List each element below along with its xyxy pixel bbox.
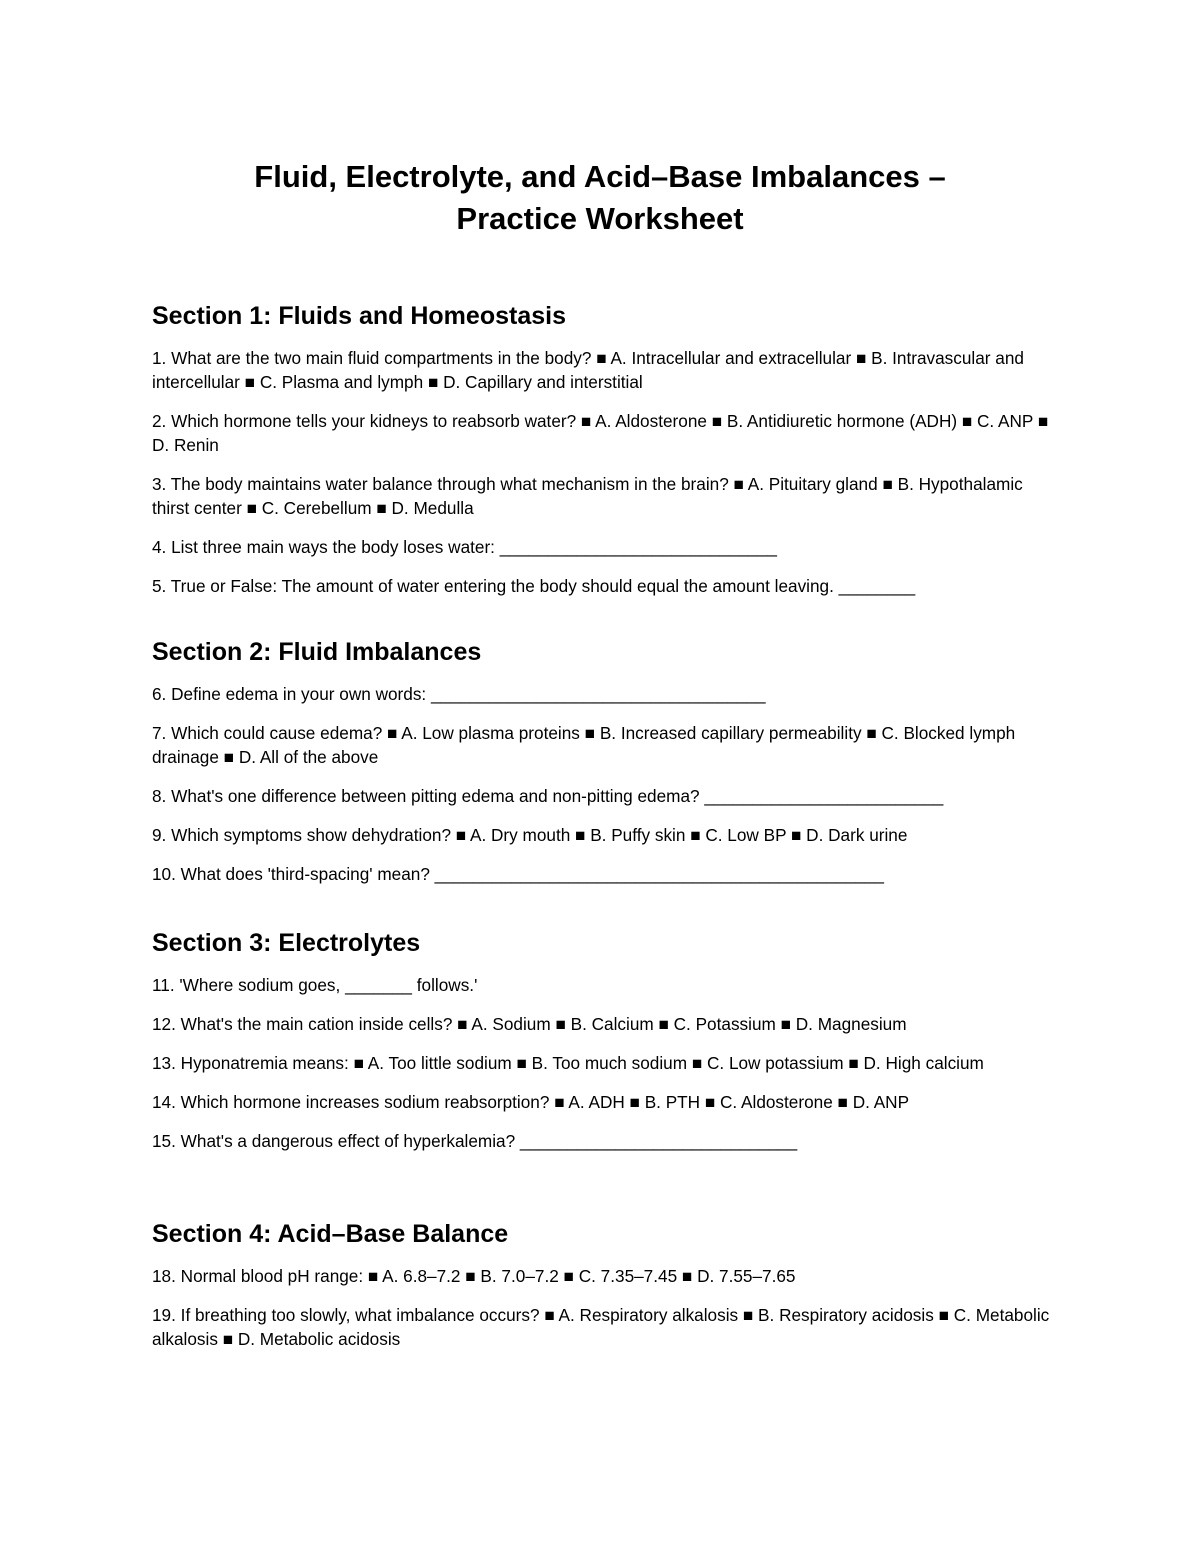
section-acid-base-balance <box>152 1218 1057 1366</box>
question-3: 3. The body maintains water balance through what mechanism in the brain? ■ A. Pituitary gland ■ B. Hypothalamic thirst center ■ C. Cerebellum ■ D. Medulla <box>152 474 1023 518</box>
title-line-2: Practice Worksheet <box>456 201 744 236</box>
question-5: 5. True or False: The amount of water entering the body should equal the amount leaving. ________ <box>152 576 916 596</box>
question-6: 6. Define edema in your own words: ___________________________________ <box>152 684 766 704</box>
question-7: 7. Which could cause edema? ■ A. Low plasma proteins ■ B. Increased capillary permeability ■ C. Blocked lymph drainage ■ D. All of the above <box>152 723 1016 767</box>
title-line-1: Fluid, Electrolyte, and Acid–Base Imbalances – <box>254 159 946 194</box>
section-fluid-imbalances <box>152 636 1057 901</box>
question-15: 15. What's a dangerous effect of hyperkalemia? _____________________________ <box>152 1131 798 1151</box>
question-18: 18. Normal blood pH range: ■ A. 6.8–7.2 ■ B. 7.0–7.2 ■ C. 7.35–7.45 ■ D. 7.55–7.65 <box>152 1266 796 1286</box>
question-19: 19. If breathing too slowly, what imbalance occurs? ■ A. Respiratory alkalosis ■ B. Respiratory acidosis ■ C. Metabolic alkalosis ■ D. Metabolic acidosis <box>152 1305 1050 1349</box>
question-1: 1. What are the two main fluid compartments in the body? ■ A. Intracellular and extracellular ■ B. Intravascular and intercellular ■ C. Plasma and lymph ■ D. Capillary and interstitial <box>152 348 1024 392</box>
section-heading: Section 4: Acid–Base Balance <box>152 1220 509 1248</box>
section-heading: Section 2: Fluid Imbalances <box>152 638 482 666</box>
question-11: 11. 'Where sodium goes, _______ follows.' <box>152 975 478 995</box>
question-12: 12. What's the main cation inside cells? ■ A. Sodium ■ B. Calcium ■ C. Potassium ■ D. Magnesium <box>152 1014 907 1034</box>
question-4: 4. List three main ways the body loses water: _____________________________ <box>152 537 777 557</box>
section-fluids-homeostasis <box>152 300 1057 613</box>
section-heading: Section 3: Electrolytes <box>152 929 421 957</box>
question-10: 10. What does 'third-spacing' mean? _______________________________________________ <box>152 864 884 884</box>
question-2: 2. Which hormone tells your kidneys to reabsorb water? ■ A. Aldosterone ■ B. Antidiuretic hormone (ADH) ■ C. ANP ■ D. Renin <box>152 411 1049 455</box>
section-electrolytes <box>152 927 1057 1168</box>
question-13: 13. Hyponatremia means: ■ A. Too little sodium ■ B. Too much sodium ■ C. Low potassium ■ D. High calcium <box>152 1053 984 1073</box>
question-8: 8. What's one difference between pitting edema and non-pitting edema? _________________________ <box>152 786 944 806</box>
question-14: 14. Which hormone increases sodium reabsorption? ■ A. ADH ■ B. PTH ■ C. Aldosterone ■ D. ANP <box>152 1092 910 1112</box>
question-9: 9. Which symptoms show dehydration? ■ A. Dry mouth ■ B. Puffy skin ■ C. Low BP ■ D. Dark urine <box>152 825 908 845</box>
worksheet-title <box>152 156 1048 240</box>
section-heading: Section 1: Fluids and Homeostasis <box>152 302 566 330</box>
